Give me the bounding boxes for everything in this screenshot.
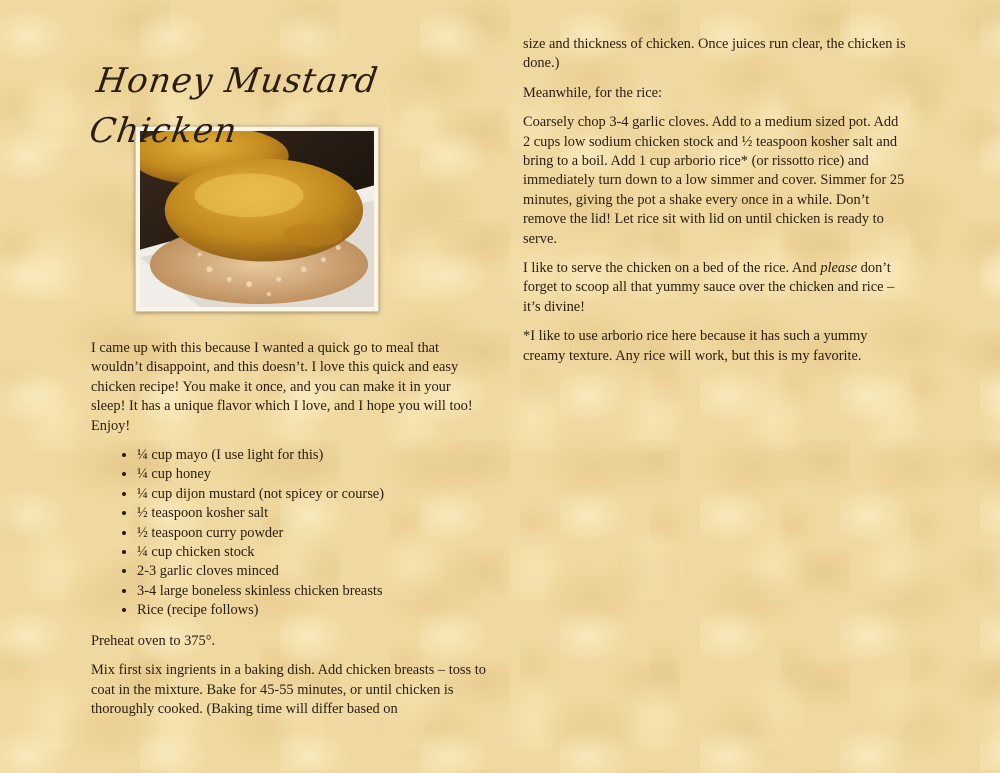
serving-paragraph [523, 259, 908, 317]
serving-emphasis: please [820, 260, 858, 277]
rice-steps: Coarsely chop 3-4 garlic cloves. Add to a medium sized pot. Add 2 cups low sodium chicken stock and ½ teaspoon kosher salt and bring to a boil. Add 1 cup arborio rice* (or rissotto rice) and immediately turn down to a low simmer and cover. Simmer for 25 minutes, giving the pot a shake every once in a while. Don’t remove the lid! Let rice sit with lid on until chicken is ready to serve. [523, 114, 905, 247]
list-item: • ½ teaspoon curry powder [137, 524, 486, 543]
serving-text-start: I like to serve the chicken on a bed of the rice. And [523, 260, 821, 277]
right-column [523, 35, 908, 376]
recipe-title: Honey Mustard Chicken [86, 61, 381, 151]
mix-step: Mix first six ingrients in a baking dish. Add chicken breasts – toss to coat in the mixture. Bake for 45-55 minutes, or until chicken is thoroughly cooked. (Baking time will differ based on [91, 662, 486, 717]
mix-step-continued: size and thickness of chicken. Once juices run clear, the chicken is done.) [523, 36, 906, 72]
rice-footnote: *I like to use arborio rice here because it has such a yummy creamy texture. Any rice will work, but this is my favorite. [523, 328, 868, 364]
rice-heading: Meanwhile, for the rice: [523, 84, 663, 101]
list-item: • 3-4 large boneless skinless chicken breasts [137, 582, 486, 601]
list-item: • ¼ cup honey [137, 465, 486, 484]
left-column [86, 56, 486, 729]
serving-text-end: don’t forget to scoop all that yummy sauce over the chicken and rice – it’s divine! [523, 260, 895, 315]
list-item: • ¼ cup mayo (I use light for this) [137, 446, 486, 465]
list-item: • Rice (recipe follows) [137, 601, 486, 620]
intro-paragraph: I came up with this because I wanted a quick go to meal that wouldn’t disappoint, and this doesn’t. I love this quick and easy chicken recipe! You make it once, and you can make it in your sleep! It has a unique flavor which I love, and I hope you will too! Enjoy! [91, 340, 473, 434]
chicken-dish-photo-icon [140, 131, 374, 307]
list-item: • ½ teaspoon kosher salt [137, 504, 486, 523]
list-item: • ¼ cup dijon mustard (not spicey or course) [137, 485, 486, 504]
list-item: • 2-3 garlic cloves minced [137, 562, 486, 581]
ingredients-list [91, 446, 486, 621]
preheat-step: Preheat oven to 375°. [91, 632, 216, 649]
list-item: • ¼ cup chicken stock [137, 543, 486, 562]
